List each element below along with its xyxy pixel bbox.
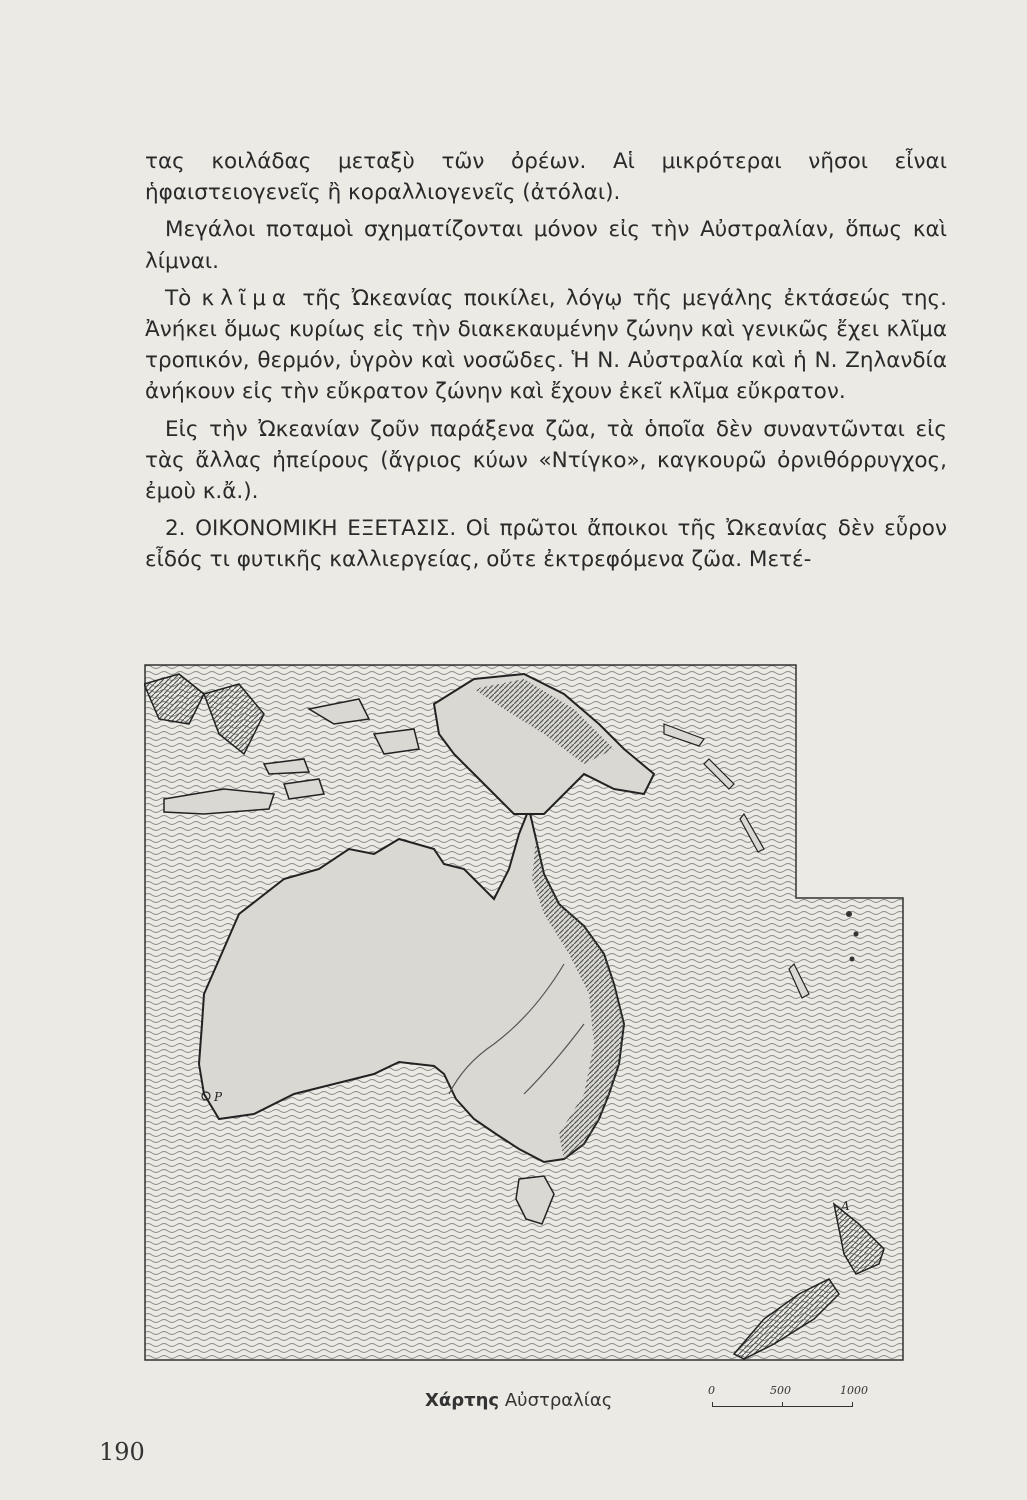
paragraph-5-rest: Οἱ πρῶτοι ἄποικοι τῆς Ὠκεανίας δὲν εὗρον εἶδός τι φυτικῆς καλλιεργείας, οὔτε ἐκτρεφόμενα ζῶα. Μετέ- — [145, 516, 947, 573]
section-heading: 2. ΟΙΚΟΝΟΜΙΚΗ ΕΞΕΤΑΣΙΣ. — [165, 516, 457, 542]
scale-tick — [782, 1402, 783, 1407]
map-label-a: A — [841, 1199, 850, 1213]
map-label-p: P — [214, 1090, 223, 1104]
page-number: 190 — [99, 1438, 145, 1466]
paragraph-3-lead: Τὸ — [165, 285, 192, 311]
paragraph-4: Εἰς τὴν Ὠκεανίαν ζοῦν παράξενα ζῶα, τὰ ὁποῖα δὲν συναντῶνται εἰς τὰς ἄλλας ἠπείρους (ἄγριος κύων «Ντίγκο», καγκουρῶ ὀρνιθόρρυγχος, ἐμοὺ κ.ἄ.). — [145, 416, 947, 505]
paragraph-2: Μεγάλοι ποταμοὶ σχηματίζονται μόνον εἰς τὴν Αὐστραλίαν, ὅπως καὶ λίμναι. — [145, 217, 947, 274]
scale-label-0: 0 — [708, 1384, 715, 1397]
scale-tick — [852, 1402, 853, 1407]
spaced-word-klima: κλῖμα — [201, 285, 293, 311]
scale-tick — [712, 1402, 713, 1407]
scale-label-500: 500 — [770, 1384, 791, 1397]
map-scale — [700, 1384, 870, 1424]
island — [846, 911, 852, 917]
island — [850, 957, 855, 962]
island — [854, 932, 859, 937]
paragraph-1: τας κοιλάδας μεταξὺ τῶν ὀρέων. Αἱ μικρότεραι νῆσοι εἶναι ἡφαιστειογενεῖς ἢ κοραλλιογενεῖς (ἀτόλαι). — [145, 149, 947, 206]
caption-lead: Χάρτης — [425, 1390, 500, 1411]
body-text — [145, 146, 947, 582]
scale-label-1000: 1000 — [840, 1384, 868, 1397]
paragraph-3 — [145, 283, 947, 408]
australia-map — [144, 664, 904, 1361]
paragraph-3-rest: τῆς Ὠκεανίας ποικίλει, λόγῳ τῆς μεγάλης ἐκτάσεώς της. Ἀνήκει ὅμως κυρίως εἰς τὴν διακεκαυμένην ζώνην καὶ γενικῶς ἔχει κλῖμα τροπικόν, θερμόν, ὑγρὸν καὶ νοσῶδες. Ἡ Ν. Αὐστραλία καὶ ἡ Ν. Ζηλανδία ἀνήκουν εἰς τὴν εὔκρατον ζώνην καὶ ἔχουν ἐκεῖ κλῖμα εὔκρατον. — [145, 285, 948, 405]
caption-rest: Αὐστραλίας — [504, 1390, 613, 1411]
paragraph-5 — [145, 513, 947, 575]
map-caption — [425, 1390, 612, 1411]
